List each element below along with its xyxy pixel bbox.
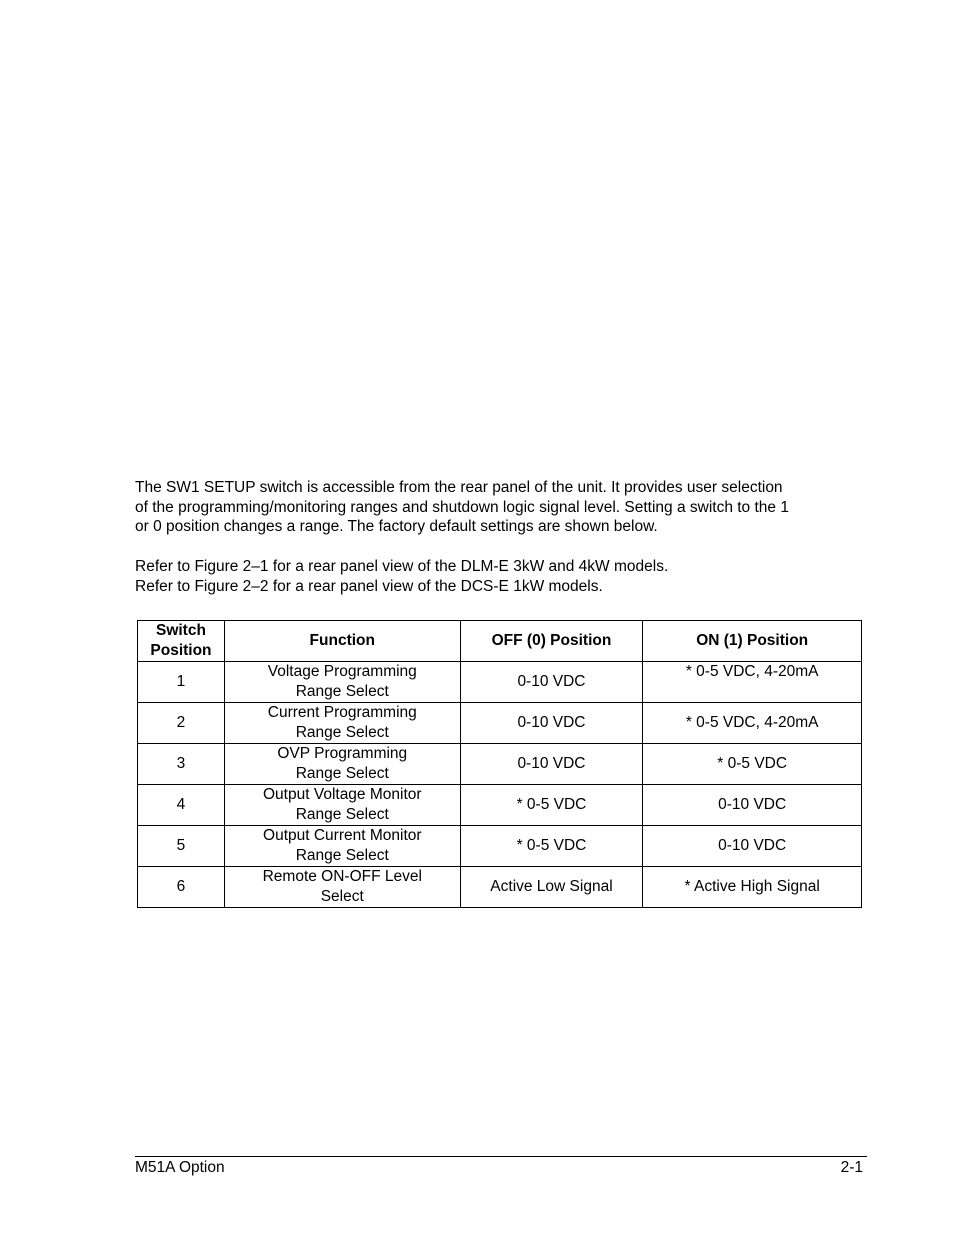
on-position-cell: 0-10 VDC (643, 826, 862, 867)
on-position-cell: 0-10 VDC (643, 785, 862, 826)
footer-divider (135, 1156, 867, 1157)
table-row (138, 662, 862, 703)
function-line2: Select (320, 888, 364, 905)
function-line2: Range Select (295, 683, 389, 700)
function-line1: Voltage Programming (267, 663, 417, 680)
function-cell (224, 662, 460, 703)
on-position-cell: * 0-5 VDC (643, 744, 862, 785)
switch-position-cell: 4 (138, 785, 225, 826)
intro-paragraph (135, 478, 870, 537)
function-line1: Remote ON-OFF Level (262, 868, 422, 885)
sw1-setup-table (137, 620, 862, 908)
function-line1: Current Programming (267, 704, 417, 721)
intro-line: of the programming/monitoring ranges and shutdown logic signal level. Setting a switch to the 1 (135, 498, 789, 516)
on-position-cell: * Active High Signal (643, 867, 862, 908)
table-row (138, 826, 862, 867)
figure-references (135, 557, 870, 596)
table-row (138, 703, 862, 744)
function-cell (224, 867, 460, 908)
function-cell (224, 703, 460, 744)
function-line2: Range Select (295, 847, 389, 864)
function-cell (224, 826, 460, 867)
function-line2: Range Select (295, 724, 389, 741)
off-position-cell: 0-10 VDC (460, 662, 643, 703)
switch-position-cell: 6 (138, 867, 225, 908)
header-on-position: ON (1) Position (643, 621, 862, 662)
table-row (138, 744, 862, 785)
off-position-cell: * 0-5 VDC (460, 785, 643, 826)
function-line2: Range Select (295, 765, 389, 782)
switch-position-cell: 1 (138, 662, 225, 703)
figure-reference-line: Refer to Figure 2–1 for a rear panel view of the DLM-E 3kW and 4kW models. (135, 558, 669, 575)
off-position-cell: 0-10 VDC (460, 744, 643, 785)
function-line1: OVP Programming (277, 745, 408, 762)
on-position-cell: * 0-5 VDC, 4-20mA (643, 703, 862, 744)
function-cell (224, 744, 460, 785)
switch-position-cell: 5 (138, 826, 225, 867)
intro-line: The SW1 SETUP switch is accessible from the rear panel of the unit. It provides user selection (135, 479, 783, 496)
switch-position-cell: 3 (138, 744, 225, 785)
table-header-row (138, 621, 862, 662)
function-line1: Output Voltage Monitor (263, 786, 422, 803)
function-line1: Output Current Monitor (263, 827, 422, 844)
table-row (138, 785, 862, 826)
function-cell (224, 785, 460, 826)
off-position-cell: Active Low Signal (460, 867, 643, 908)
switch-position-cell: 2 (138, 703, 225, 744)
function-line2: Range Select (295, 806, 389, 823)
off-position-cell: 0-10 VDC (460, 703, 643, 744)
off-position-cell: * 0-5 VDC (460, 826, 643, 867)
table-row (138, 867, 862, 908)
header-switch-line1: Switch (155, 622, 206, 639)
figure-reference-line: Refer to Figure 2–2 for a rear panel view of the DCS-E 1kW models. (135, 577, 603, 595)
header-switch-position (138, 621, 225, 662)
footer-document-title: M51A Option (135, 1159, 225, 1176)
header-function: Function (224, 621, 460, 662)
intro-line: or 0 position changes a range. The factory default settings are shown below. (135, 518, 658, 535)
on-position-cell: * 0-5 VDC, 4-20mA (643, 662, 862, 703)
header-off-position: OFF (0) Position (460, 621, 643, 662)
footer-page-number: 2-1 (840, 1159, 863, 1176)
header-switch-line2: Position (150, 642, 212, 659)
